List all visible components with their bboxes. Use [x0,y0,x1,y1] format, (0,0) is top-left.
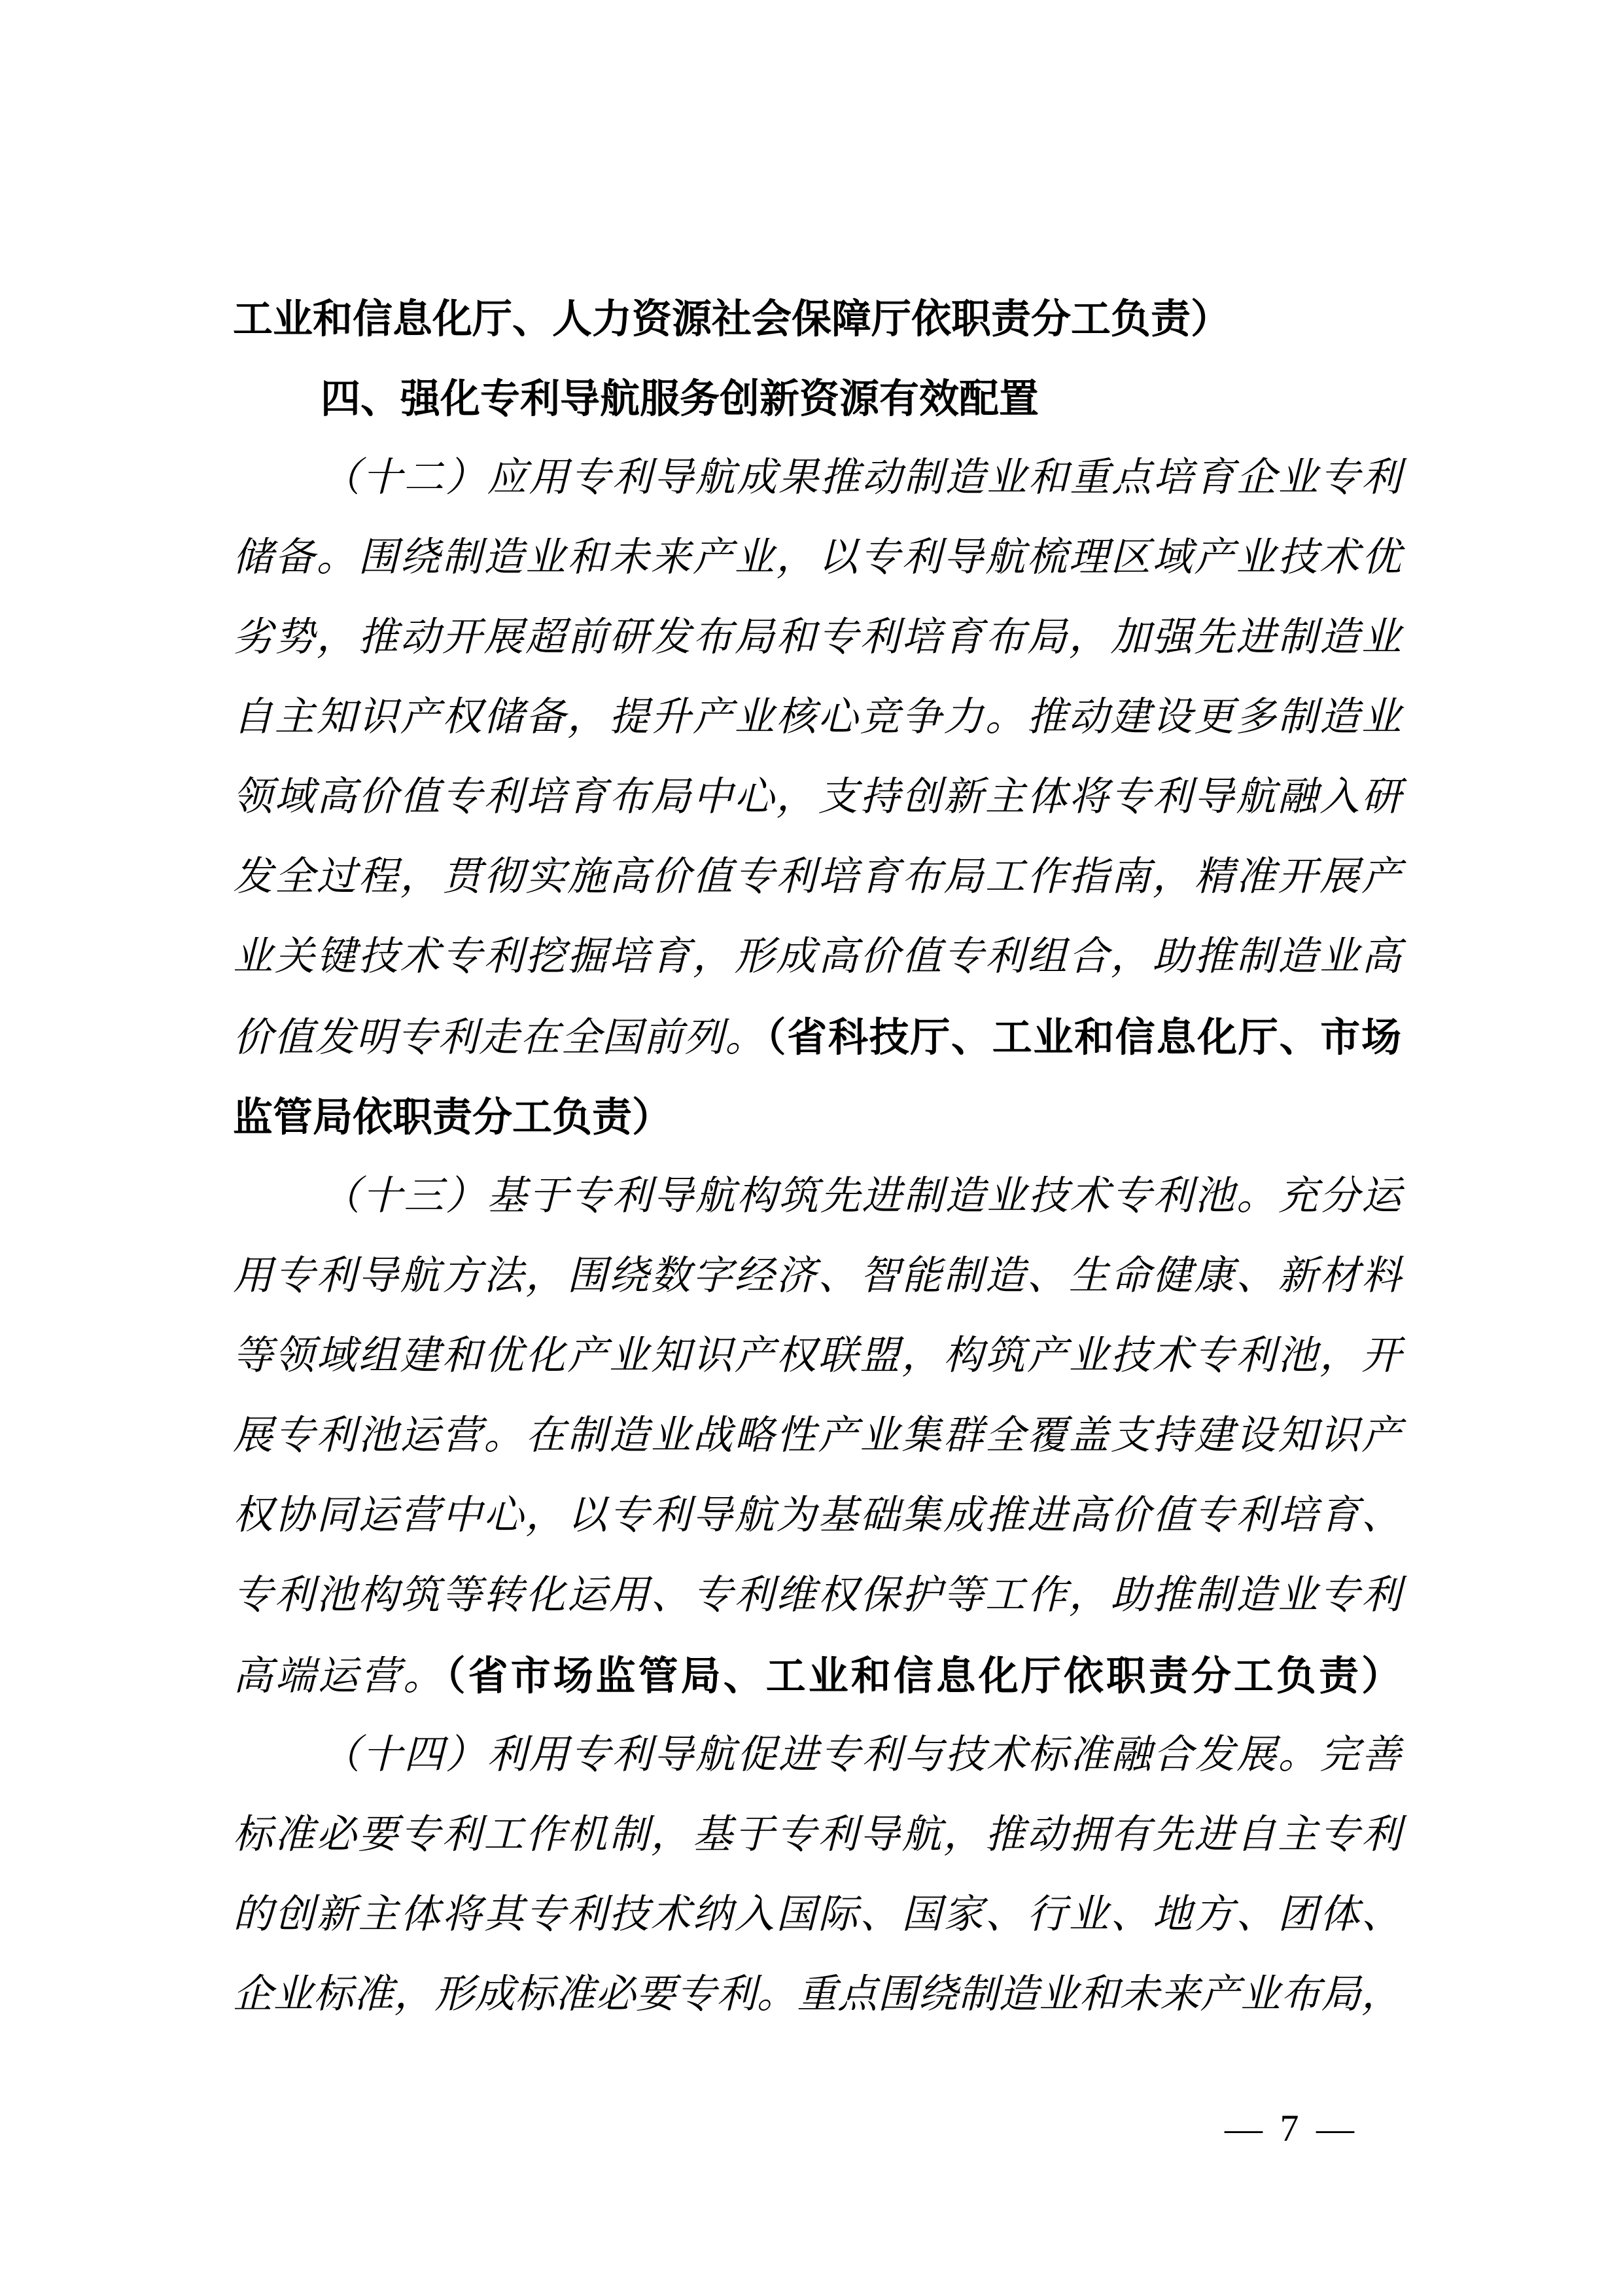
text-line [233,1396,1401,1476]
text-line [233,1556,1401,1636]
body-text-run: 权协同运营中心，以专利导航为基础集成推进高价值专利培育、 [233,1494,1401,1538]
body-text-run: 业关键技术专利挖掘培育，形成高价值专利组合，助推制造业高 [233,935,1401,979]
body-text-run: 标准必要专利工作机制，基于专利导航，推动拥有先进自主专利 [233,1813,1401,1857]
body-text-run: （十二）应用专利导航成果推动制造业和重点培育企业专利 [321,456,1401,500]
bold-heading-run: 监管局依职责分工负责） [233,1095,672,1139]
text-line [233,1077,1401,1157]
body-text-run: 领域高价值专利培育布局中心，支持创新主体将专利导航融入研 [233,775,1401,819]
text-line [233,1157,1401,1237]
text-line [233,598,1401,678]
text-line [233,917,1401,997]
bold-heading-run: （省科技厅、工业和信息化厅、市场 [766,1015,1401,1059]
text-line [233,758,1401,838]
body-text-run: 自主知识产权储备，提升产业核心竞争力。推动建设更多制造业 [233,696,1401,739]
body-text-run: 企业标准，形成标准必要专利。重点围绕制造业和未来产业布局， [233,1973,1401,2017]
text-line [233,997,1401,1077]
body-text-run: 高端运营。 [233,1655,446,1699]
bold-heading-run: 工业和信息化厅、人力资源社会保障厅依职责分工负责） [233,296,1231,341]
text-line [233,359,1401,438]
body-text-run: 展专利池运营。在制造业战略性产业集群全覆盖支持建设知识产 [233,1414,1401,1458]
text-line [233,1636,1401,1716]
body-text-run: 劣势，推动开展超前研发布局和专利培育布局，加强先进制造业 [233,616,1401,660]
body-text-run: （十三）基于专利导航构筑先进制造业技术专利池。充分运 [321,1174,1401,1218]
body-text-run: 价值发明专利走在全国前列。 [233,1016,767,1060]
document-body [233,279,1401,2035]
body-text-run: 用专利导航方法，围绕数字经济、智能制造、生命健康、新材料 [233,1254,1401,1298]
text-line [233,1716,1401,1795]
body-text-run: 专利池构筑等转化运用、专利维权保护等工作，助推制造业专利 [233,1574,1401,1617]
text-line [233,1476,1401,1556]
page-number: — 7 — [1225,2107,1358,2149]
text-line [233,1955,1401,2035]
bold-heading-run: 四、强化专利导航服务创新资源有效配置 [321,376,1039,421]
body-text-run: 发全过程，贯彻实施高价值专利培育布局工作指南，精准开展产 [233,855,1401,899]
text-line [233,1875,1401,1955]
text-line [233,1795,1401,1875]
text-line [233,279,1401,359]
bold-heading-run: （省市场监管局、工业和信息化厅依职责分工负责） [445,1653,1401,1698]
text-line [233,518,1401,598]
body-text-run: 等领域组建和优化产业知识产权联盟，构筑产业技术专利池，开 [233,1334,1401,1378]
text-line [233,678,1401,758]
text-line [233,838,1401,917]
text-line [233,1237,1401,1316]
body-text-run: （十四）利用专利导航促进专利与技术标准融合发展。完善 [321,1733,1401,1777]
text-line [233,438,1401,518]
body-text-run: 储备。围绕制造业和未来产业，以专利导航梳理区域产业技术优 [233,536,1401,580]
body-text-run: 的创新主体将其专利技术纳入国际、国家、行业、地方、团体、 [233,1893,1401,1937]
text-line [233,1316,1401,1396]
